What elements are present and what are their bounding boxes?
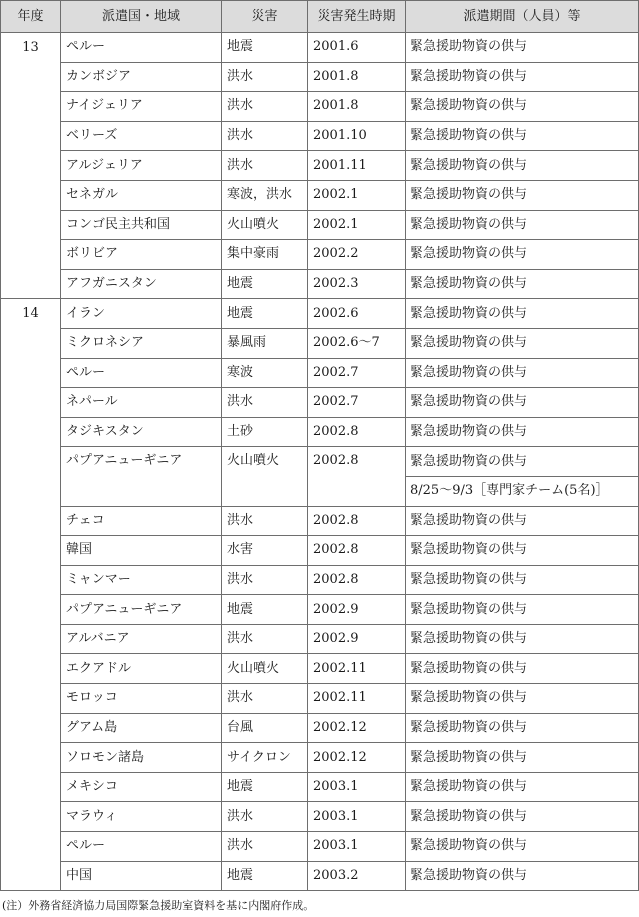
table-row	[1, 713, 639, 743]
footnote: (注）外務省経済協力局国際緊急援助室資料を基に内閣府作成。	[2, 899, 315, 912]
detail-cell: 緊急援助物資の供与	[406, 772, 639, 802]
country-cell: モロッコ	[61, 684, 222, 714]
date-cell: 2002.8	[308, 565, 406, 595]
detail-cell: 緊急援助物資の供与	[406, 713, 639, 743]
date-cell: 2002.8	[308, 536, 406, 566]
table-row	[1, 506, 639, 536]
detail-cell: 緊急援助物資の供与	[406, 802, 639, 832]
disaster-cell: 暴風雨	[222, 328, 308, 358]
country-cell: マラウィ	[61, 802, 222, 832]
date-cell: 2003.1	[308, 802, 406, 832]
detail-cell: 緊急援助物資の供与	[406, 684, 639, 714]
table-row	[1, 772, 639, 802]
detail-cell: 緊急援助物資の供与	[406, 210, 639, 240]
header-detail: 派遣期間（人員）等	[406, 1, 639, 33]
disaster-cell: 洪水	[222, 565, 308, 595]
country-cell: アルバニア	[61, 624, 222, 654]
table-row	[1, 388, 639, 418]
detail-cell: 緊急援助物資の供与	[406, 506, 639, 536]
date-cell: 2002.6	[308, 299, 406, 329]
disaster-cell: 洪水	[222, 624, 308, 654]
disaster-cell: 洪水	[222, 388, 308, 418]
date-cell: 2002.1	[308, 210, 406, 240]
detail-cell: 緊急援助物資の供与	[406, 743, 639, 773]
detail-cell: 8/25～9/3［専門家チーム(5名)］	[406, 476, 639, 506]
header-year: 年度	[1, 1, 61, 33]
disaster-cell: 地震	[222, 269, 308, 299]
table-row	[1, 624, 639, 654]
date-cell: 2003.1	[308, 772, 406, 802]
date-cell: 2001.6	[308, 33, 406, 63]
country-cell: ナイジェリア	[61, 92, 222, 122]
table-row	[1, 565, 639, 595]
country-cell: イラン	[61, 299, 222, 329]
country-cell: ネパール	[61, 388, 222, 418]
date-cell: 2001.8	[308, 62, 406, 92]
detail-cell: 緊急援助物資の供与	[406, 180, 639, 210]
country-cell: ペルー	[61, 358, 222, 388]
table-row	[1, 654, 639, 684]
date-cell: 2001.11	[308, 151, 406, 181]
date-cell: 2002.7	[308, 388, 406, 418]
country-cell: タジキスタン	[61, 417, 222, 447]
country-cell: カンボジア	[61, 62, 222, 92]
header-disaster: 災害	[222, 1, 308, 33]
table-row	[1, 861, 639, 891]
date-cell: 2002.9	[308, 595, 406, 625]
country-cell: パプアニューギニア	[61, 447, 222, 506]
disaster-cell: 台風	[222, 713, 308, 743]
detail-cell: 緊急援助物資の供与	[406, 92, 639, 122]
disaster-cell: 地震	[222, 861, 308, 891]
table-row	[1, 536, 639, 566]
date-cell: 2002.11	[308, 684, 406, 714]
table-row	[1, 210, 639, 240]
country-cell: セネガル	[61, 180, 222, 210]
disaster-cell: 地震	[222, 772, 308, 802]
disaster-cell: 洪水	[222, 506, 308, 536]
table-row	[1, 180, 639, 210]
country-cell: ミクロネシア	[61, 328, 222, 358]
year-cell: 14	[1, 299, 61, 891]
disaster-cell: 洪水	[222, 802, 308, 832]
date-cell: 2002.8	[308, 447, 406, 506]
country-cell: アフガニスタン	[61, 269, 222, 299]
detail-cell: 緊急援助物資の供与	[406, 536, 639, 566]
detail-cell: 緊急援助物資の供与	[406, 832, 639, 862]
disaster-cell: 地震	[222, 595, 308, 625]
date-cell: 2001.10	[308, 121, 406, 151]
detail-cell: 緊急援助物資の供与	[406, 62, 639, 92]
country-cell: 中国	[61, 861, 222, 891]
country-cell: メキシコ	[61, 772, 222, 802]
header-row	[1, 1, 639, 33]
table-row	[1, 240, 639, 270]
disaster-cell: 地震	[222, 33, 308, 63]
disaster-cell: 洪水	[222, 92, 308, 122]
disaster-cell: 洪水	[222, 684, 308, 714]
date-cell: 2003.2	[308, 861, 406, 891]
date-cell: 2001.8	[308, 92, 406, 122]
disaster-cell: 火山噴火	[222, 210, 308, 240]
table-row	[1, 328, 639, 358]
detail-cell: 緊急援助物資の供与	[406, 33, 639, 63]
year-cell: 13	[1, 33, 61, 299]
country-cell: エクアドル	[61, 654, 222, 684]
disaster-cell: 寒波	[222, 358, 308, 388]
detail-cell: 緊急援助物資の供与	[406, 328, 639, 358]
country-cell: 韓国	[61, 536, 222, 566]
disaster-cell: 火山噴火	[222, 447, 308, 506]
country-cell: ペルー	[61, 832, 222, 862]
country-cell: チェコ	[61, 506, 222, 536]
disaster-cell: 集中豪雨	[222, 240, 308, 270]
date-cell: 2002.7	[308, 358, 406, 388]
detail-cell: 緊急援助物資の供与	[406, 417, 639, 447]
table-row	[1, 151, 639, 181]
date-cell: 2002.11	[308, 654, 406, 684]
header-country: 派遣国・地域	[61, 1, 222, 33]
table-row	[1, 358, 639, 388]
disaster-cell: 火山噴火	[222, 654, 308, 684]
table-row	[1, 62, 639, 92]
detail-cell: 緊急援助物資の供与	[406, 861, 639, 891]
disaster-cell: サイクロン	[222, 743, 308, 773]
detail-cell: 緊急援助物資の供与	[406, 121, 639, 151]
detail-cell: 緊急援助物資の供与	[406, 388, 639, 418]
date-cell: 2003.1	[308, 832, 406, 862]
date-cell: 2002.12	[308, 713, 406, 743]
disaster-cell: 寒波，洪水	[222, 180, 308, 210]
country-cell: コンゴ民主共和国	[61, 210, 222, 240]
disaster-cell: 水害	[222, 536, 308, 566]
date-cell: 2002.8	[308, 417, 406, 447]
date-cell: 2002.6～7	[308, 328, 406, 358]
table-row	[1, 417, 639, 447]
header-date: 災害発生時期	[308, 1, 406, 33]
table-row	[1, 33, 639, 63]
table-row	[1, 299, 639, 329]
table-row	[1, 121, 639, 151]
country-cell: アルジェリア	[61, 151, 222, 181]
detail-cell: 緊急援助物資の供与	[406, 595, 639, 625]
date-cell: 2002.1	[308, 180, 406, 210]
date-cell: 2002.9	[308, 624, 406, 654]
table-row	[1, 92, 639, 122]
table-body	[1, 33, 639, 891]
disaster-cell: 洪水	[222, 151, 308, 181]
table-row	[1, 269, 639, 299]
country-cell: ミャンマー	[61, 565, 222, 595]
date-cell: 2002.12	[308, 743, 406, 773]
disaster-cell: 地震	[222, 299, 308, 329]
date-cell: 2002.2	[308, 240, 406, 270]
detail-cell: 緊急援助物資の供与	[406, 151, 639, 181]
country-cell: ベリーズ	[61, 121, 222, 151]
detail-cell: 緊急援助物資の供与	[406, 299, 639, 329]
country-cell: グアム島	[61, 713, 222, 743]
table-row	[1, 595, 639, 625]
detail-cell: 緊急援助物資の供与	[406, 269, 639, 299]
detail-cell: 緊急援助物資の供与	[406, 565, 639, 595]
table-row	[1, 743, 639, 773]
table-row	[1, 832, 639, 862]
country-cell: ソロモン諸島	[61, 743, 222, 773]
detail-cell: 緊急援助物資の供与	[406, 654, 639, 684]
date-cell: 2002.8	[308, 506, 406, 536]
detail-cell: 緊急援助物資の供与	[406, 624, 639, 654]
detail-cell: 緊急援助物資の供与	[406, 240, 639, 270]
country-cell: ボリビア	[61, 240, 222, 270]
table-row	[1, 802, 639, 832]
disaster-cell: 洪水	[222, 62, 308, 92]
disaster-cell: 洪水	[222, 121, 308, 151]
country-cell: パプアニューギニア	[61, 595, 222, 625]
detail-cell: 緊急援助物資の供与	[406, 447, 639, 477]
table-row	[1, 447, 639, 477]
table-row	[1, 684, 639, 714]
detail-cell: 緊急援助物資の供与	[406, 358, 639, 388]
country-cell: ペルー	[61, 33, 222, 63]
disaster-cell: 土砂	[222, 417, 308, 447]
disaster-cell: 洪水	[222, 832, 308, 862]
date-cell: 2002.3	[308, 269, 406, 299]
